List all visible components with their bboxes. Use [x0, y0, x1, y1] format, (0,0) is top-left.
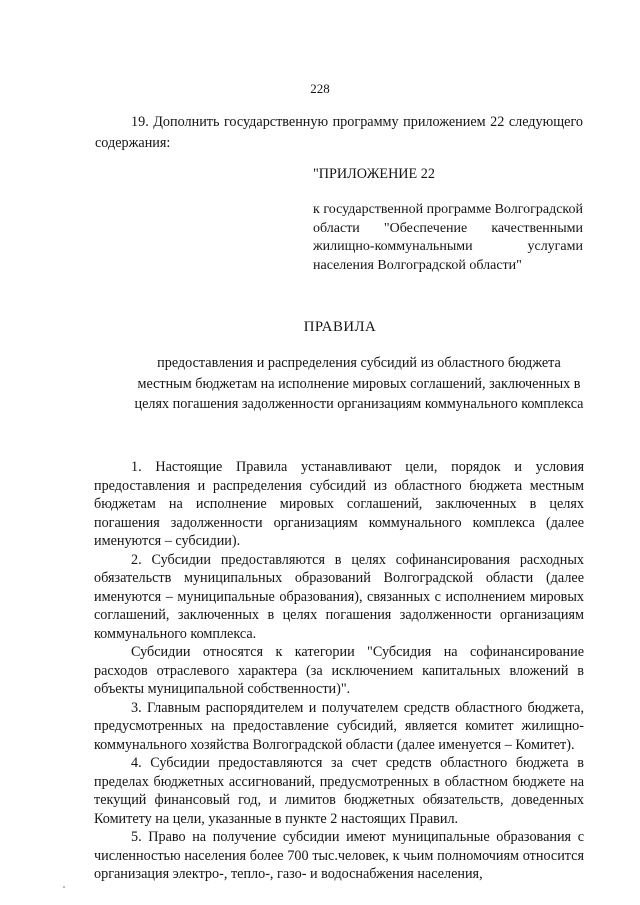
paragraph-2: 2. Субсидии предоставляются в целях софинансирования расходных обязательств муниципальных образований Волгоградской области (далее именуются – муниципальные образования), связанных с исполнением мировых соглашений, заключенных в целях погашения задолженности организациям коммунального комплекса. — [94, 551, 584, 642]
paragraph-4: 4. Субсидии предоставляются за счет средств областного бюджета в пределах бюджетных ассигнований, предусмотренных в областном бюджете на текущий финансовый год, и лимитов бюджетных обязательств, доведенных Комитету на цели, указанные в пункте 2 настоящих Правил. — [94, 755, 584, 827]
rules-subtitle: предоставления и распределения субсидий из областного бюджета местным бюджетам на исполнение мировых соглашений, заключенных в целях погашения задолженности организациям коммунального комплекса — [134, 355, 584, 412]
page-number: 228 — [310, 81, 330, 96]
paragraph-1: 1. Настоящие Правила устанавливают цели, порядок и условия предоставления и распределения субсидий из областного бюджета местным бюджетам на исполнение мировых соглашений, заключенных в целях погашения задолженности организациям коммунального комплекса (далее именуются – субсидии). — [94, 459, 584, 549]
appendix-title: "ПРИЛОЖЕНИЕ 22 — [313, 166, 435, 182]
appendix-text: к государственной программе Волгоградской области "Обеспечение качественными жилищно-коммунальными услугами населения Волгоградской области" — [313, 202, 583, 273]
paragraph-5: 5. Право на получение субсидии имеют муниципальные образования с численностью населения более 700 тыс.человек, к чьим полномочиям относится организация электро-, тепло-, газо- и водоснабжения населения, — [94, 829, 584, 882]
paragraph-2-category: Субсидии относятся к категории "Субсидия на софинансирование расходов отраслевого характера (за исключением капитальных вложений в объекты муниципальной собственности)". — [94, 644, 584, 697]
rules-title: ПРАВИЛА — [303, 319, 377, 335]
intro-paragraph: 19. Дополнить государственную программу приложением 22 следующего содержания: — [95, 114, 583, 151]
scan-dot — [63, 886, 65, 888]
rules-body — [94, 458, 584, 884]
paragraph-3: 3. Главным распорядителем и получателем средств областного бюджета, предусмотренных на предоставление субсидий, является комитет жилищно-коммунального хозяйства Волгоградской области (далее именуется – Комитет). — [94, 699, 584, 753]
appendix-header — [313, 165, 583, 275]
